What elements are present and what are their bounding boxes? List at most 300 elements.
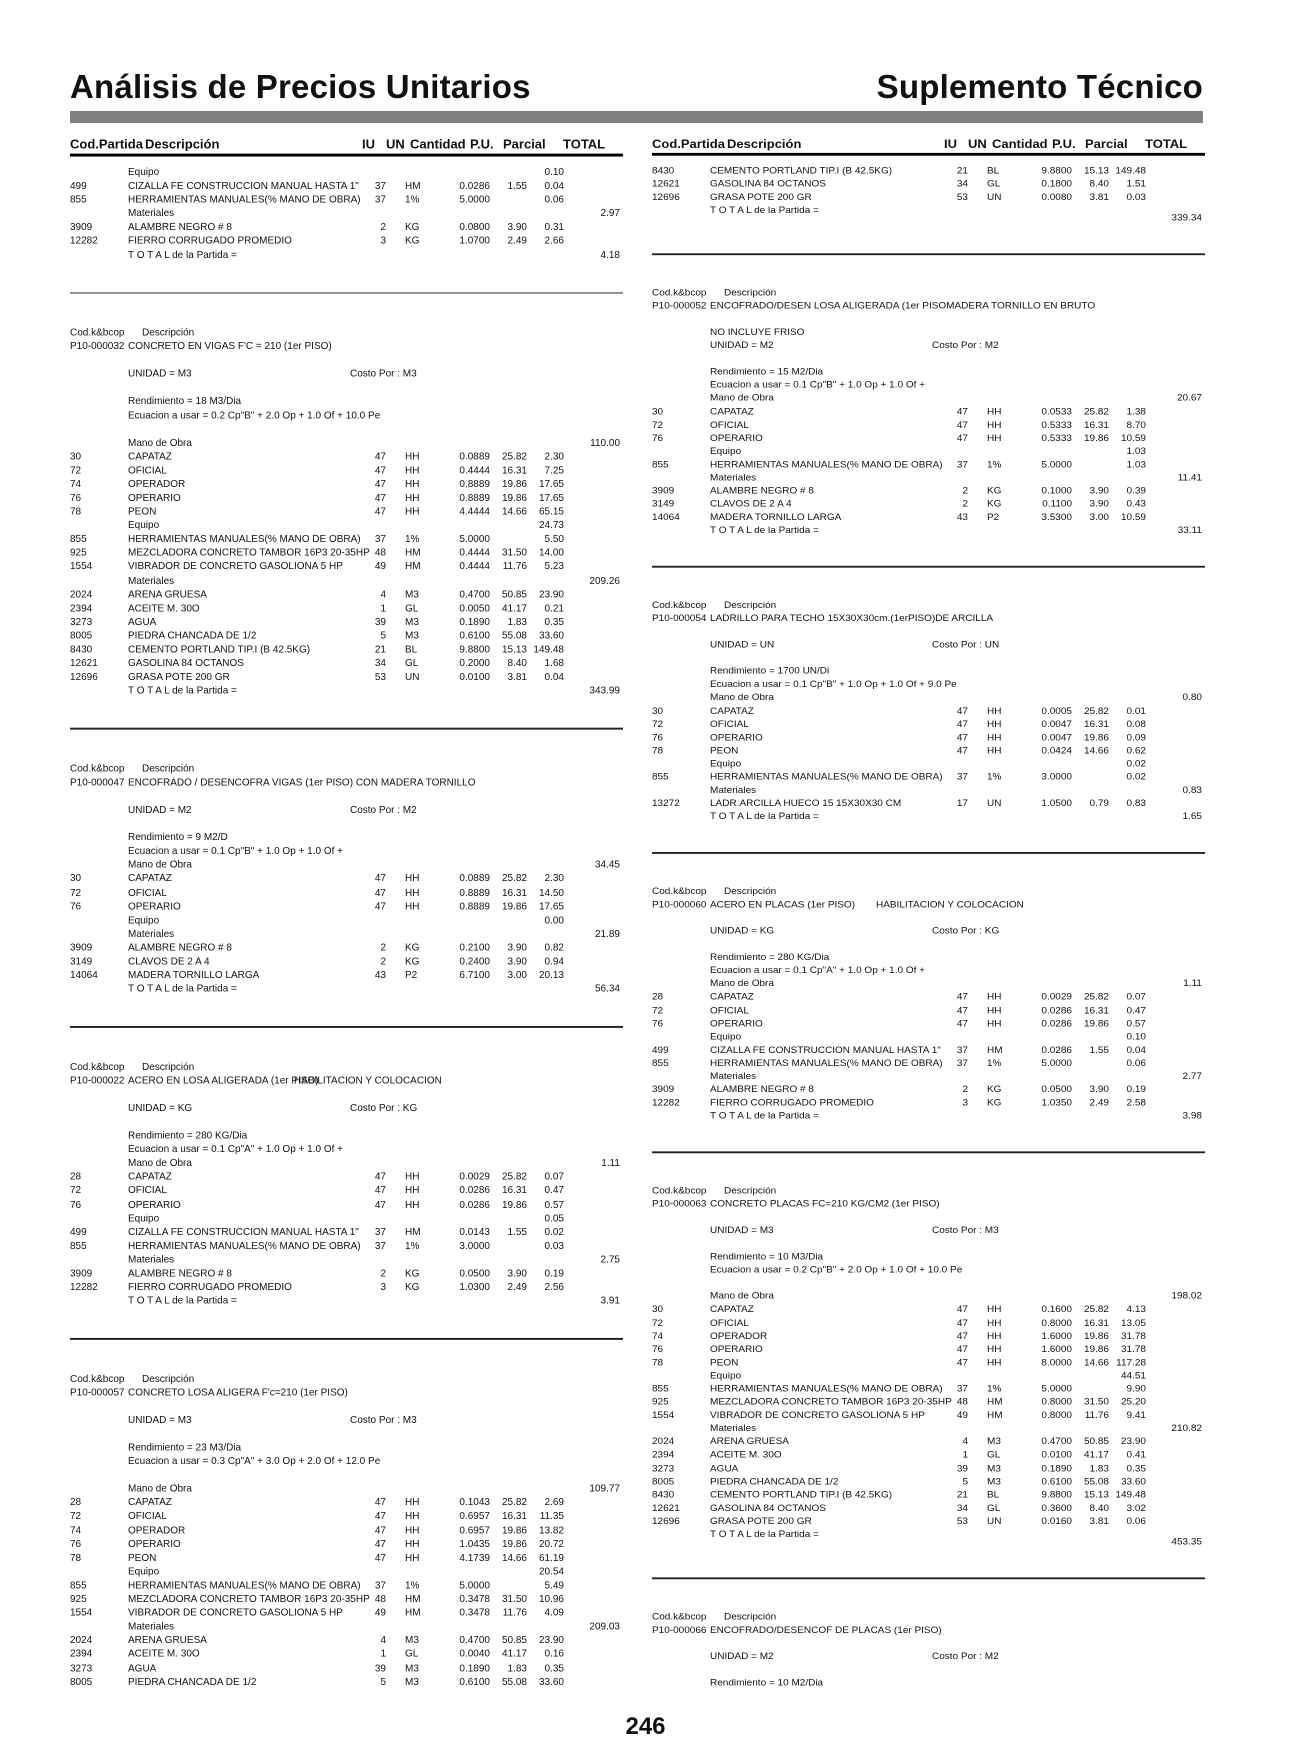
- table-row: [70, 969, 623, 983]
- cell-code: 855: [652, 772, 669, 783]
- cell-pu: 2.49: [1089, 1098, 1109, 1109]
- cell-total: 210.82: [1171, 1423, 1202, 1435]
- cell-desc: CIZALLA FE CONSTRUCCION MANUAL HASTA 1": [128, 181, 359, 192]
- table-row: [652, 459, 1205, 472]
- partida-block: [652, 1185, 1205, 1549]
- partida-subtitle: HABILITACION Y COLOCACION: [294, 1075, 442, 1087]
- cell-code: 76: [70, 901, 82, 913]
- cell-iu: 47: [374, 1199, 386, 1211]
- cod-label: Cod.k&bcop: [652, 600, 707, 611]
- section-row: [652, 472, 1205, 485]
- cell-cantidad: 0.6100: [1041, 1476, 1072, 1487]
- cell-desc: Equipo: [710, 1370, 742, 1382]
- cod-label: Cod.k&bcop: [652, 1611, 707, 1623]
- cell-iu: 4: [380, 1635, 386, 1647]
- cell-cantidad: 0.8000: [1041, 1317, 1072, 1329]
- cell-desc: OPERARIO: [710, 1344, 763, 1355]
- header-rule: [652, 153, 1205, 156]
- table-row: [652, 512, 1205, 525]
- cell-desc: ARENA GRUESA: [128, 1635, 207, 1647]
- table-row: [652, 1057, 1205, 1070]
- cell-desc: Mano de Obra: [710, 692, 774, 704]
- cell-un: HM: [405, 561, 421, 573]
- cell-desc: OFICIAL: [128, 1185, 167, 1197]
- cell-code: 855: [652, 1058, 669, 1069]
- info-text: Rendimiento = 10 M2/Dia: [710, 1677, 824, 1689]
- cell-cantidad: 0.0100: [459, 672, 490, 683]
- cell-pu: 14.66: [1083, 745, 1109, 757]
- partida-code: P10-000066: [652, 1624, 707, 1636]
- cod-label: Cod.k&bcop: [652, 1185, 707, 1197]
- table-row: [70, 900, 623, 914]
- cell-code: 3149: [70, 956, 93, 968]
- cell-parcial: 44.51: [1120, 1370, 1146, 1382]
- cell-parcial: 5.50: [544, 534, 564, 546]
- cell-iu: 47: [956, 1317, 968, 1329]
- desc-label: Descripción: [724, 1611, 777, 1623]
- table-row: [652, 1410, 1205, 1423]
- cell-un: HM: [987, 1410, 1003, 1421]
- header-desc: Descripción: [727, 136, 802, 152]
- cell-code: 8430: [652, 1489, 675, 1501]
- cell-un: GL: [987, 1450, 1001, 1461]
- cell-cantidad: 6.7100: [459, 970, 490, 982]
- cell-desc: PIEDRA CHANCADA DE 1/2: [710, 1476, 839, 1487]
- cell-desc: VIBRADOR DE CONCRETO GASOLIONA 5 HP: [710, 1410, 925, 1421]
- cell-un: HM: [405, 1594, 421, 1605]
- cell-cantidad: 0.0500: [1041, 1084, 1072, 1096]
- cell-desc: Materiales: [710, 472, 757, 484]
- costo-label: Costo Por : M3: [350, 369, 417, 380]
- cell-desc: Materiales: [128, 1254, 175, 1266]
- cell-code: 12696: [70, 672, 98, 683]
- table-row: [70, 657, 623, 671]
- cell-total: 1.65: [1182, 811, 1202, 823]
- section-row: [70, 983, 623, 997]
- cell-desc: OPERADOR: [710, 1331, 768, 1342]
- cell-cantidad: 0.0889: [459, 873, 490, 885]
- cell-parcial: 0.10: [1126, 1031, 1146, 1043]
- partida-title-row: [70, 341, 623, 355]
- cell-iu: 37: [956, 772, 968, 783]
- cell-parcial: 1.51: [1126, 179, 1146, 190]
- cell-desc: GRASA POTE 200 GR: [128, 672, 230, 683]
- section-divider: [652, 254, 1205, 255]
- header-iu: IU: [362, 136, 375, 152]
- cell-desc: Materiales: [128, 928, 175, 940]
- section-divider: [70, 292, 623, 293]
- cell-iu: 17: [956, 798, 968, 810]
- cell-parcial: 0.57: [1126, 1018, 1146, 1030]
- table-row: [70, 1497, 623, 1511]
- partida-label-row: [70, 763, 623, 777]
- cell-un: GL: [405, 1649, 419, 1661]
- cell-un: HH: [987, 406, 1002, 418]
- cell-pu: 55.08: [1083, 1476, 1109, 1487]
- unidad-row: [652, 1650, 1205, 1663]
- cell-desc: ALAMBRE NEGRO # 8: [128, 942, 232, 954]
- cell-total: 4.18: [600, 249, 620, 261]
- cell-pu: 55.08: [501, 1676, 527, 1688]
- cell-pu: 19.86: [501, 479, 527, 490]
- cell-pu: 25.82: [501, 873, 527, 885]
- cell-total: 20.67: [1176, 393, 1202, 404]
- table-row: [652, 732, 1205, 745]
- cell-iu: 1: [380, 603, 386, 614]
- cell-code: 72: [652, 719, 664, 730]
- table-row: [652, 178, 1205, 191]
- cell-un: HM: [987, 1045, 1003, 1056]
- table-row: [652, 1317, 1205, 1330]
- section-row: [70, 1566, 623, 1580]
- cell-pu: 50.85: [501, 1635, 527, 1647]
- cell-un: KG: [987, 486, 1002, 497]
- info-text: Rendimiento = 9 M2/D: [128, 832, 228, 844]
- section-row: [652, 1291, 1205, 1304]
- cell-iu: 48: [374, 1594, 386, 1605]
- cell-cantidad: 0.0029: [459, 1172, 490, 1183]
- partida-code: P10-000047: [70, 777, 125, 789]
- table-row: [652, 432, 1205, 445]
- cell-un: HM: [987, 1397, 1003, 1408]
- info-row: [70, 1455, 623, 1469]
- cell-cantidad: 1.0300: [459, 1282, 490, 1294]
- cell-cantidad: 0.0424: [1041, 745, 1072, 757]
- partida-block: [652, 287, 1205, 538]
- partida-subtitle: HABILITACION Y COLOCACION: [876, 899, 1024, 911]
- cell-cantidad: 5.0000: [1041, 1384, 1072, 1395]
- cell-cantidad: 0.4700: [459, 589, 490, 601]
- table-row: [70, 194, 623, 208]
- cell-un: KG: [405, 222, 420, 234]
- cell-cantidad: 1.0500: [1041, 798, 1072, 810]
- cell-cantidad: 0.0050: [459, 603, 490, 614]
- partida-label-row: [70, 1061, 623, 1075]
- section-row: [652, 1370, 1205, 1383]
- info-row: [652, 1677, 1205, 1690]
- cell-desc: Equipo: [710, 446, 742, 457]
- cell-iu: 37: [956, 1384, 968, 1395]
- cell-pu: 8.40: [1089, 179, 1109, 190]
- info-row: [652, 1251, 1205, 1264]
- partida-continuation: [652, 165, 1205, 225]
- cell-iu: 47: [956, 745, 968, 757]
- cell-iu: 21: [374, 644, 386, 656]
- cell-pu: 41.17: [501, 1649, 527, 1661]
- cell-parcial: 61.19: [538, 1552, 564, 1564]
- cell-un: 1%: [987, 1058, 1002, 1069]
- info-text: Rendimiento = 280 KG/Dia: [710, 952, 830, 963]
- cell-cantidad: 0.4700: [1041, 1436, 1072, 1448]
- section-row: [652, 525, 1205, 538]
- cell-desc: Mano de Obra: [710, 979, 774, 990]
- cell-iu: 47: [956, 406, 968, 418]
- cell-parcial: 1.38: [1126, 406, 1146, 418]
- partida-title-row: [70, 1075, 623, 1089]
- cell-pu: 11.76: [502, 561, 527, 573]
- table-row: [70, 1199, 623, 1213]
- table-row: [70, 451, 623, 465]
- table-row: [652, 1476, 1205, 1489]
- costo-label: Costo Por : M2: [932, 340, 999, 352]
- cell-pu: 2.49: [507, 236, 527, 247]
- cell-iu: 37: [374, 534, 386, 546]
- cell-un: HH: [405, 451, 420, 463]
- cell-desc: MADERA TORNILLO LARGA: [128, 970, 260, 982]
- cell-desc: FIERRO CORRUGADO PROMEDIO: [128, 1282, 292, 1294]
- cell-desc: CAPATAZ: [128, 451, 172, 463]
- header-cantidad: Cantidad: [410, 136, 466, 152]
- cell-parcial: 149.48: [1115, 1489, 1146, 1501]
- cell-parcial: 0.62: [1126, 745, 1146, 757]
- cell-parcial: 20.54: [538, 1566, 564, 1578]
- cell-parcial: 0.07: [1126, 992, 1146, 1003]
- partida-label-row: [652, 600, 1205, 613]
- cell-iu: 47: [374, 492, 386, 504]
- cell-desc: T O T A L de la Partida =: [710, 205, 819, 217]
- cell-code: 30: [652, 706, 664, 717]
- cell-pu: 2.49: [507, 1282, 527, 1294]
- cell-desc: PEON: [710, 1357, 739, 1368]
- cell-total: 339.34: [1171, 213, 1202, 224]
- cell-pu: 11.76: [1084, 1410, 1109, 1421]
- cell-total: 109.77: [589, 1483, 620, 1495]
- cell-iu: 2: [380, 942, 386, 954]
- cell-parcial: 0.16: [544, 1649, 564, 1661]
- cell-code: 8430: [70, 644, 93, 656]
- cell-code: 925: [652, 1397, 669, 1408]
- cell-un: KG: [405, 1282, 420, 1294]
- cell-total: 33.11: [1177, 525, 1202, 537]
- cell-cantidad: 3.0000: [459, 1240, 490, 1252]
- cell-pu: 31.50: [501, 548, 527, 559]
- cell-desc: VIBRADOR DE CONCRETO GASOLIONA 5 HP: [128, 561, 343, 573]
- unidad-label: UNIDAD = M2: [710, 340, 774, 352]
- desc-label: Descripción: [724, 886, 777, 897]
- cell-cantidad: 0.4700: [459, 1635, 490, 1647]
- info-text: Rendimiento = 18 M3/Dia: [128, 396, 242, 408]
- cell-cantidad: 0.0889: [459, 451, 490, 463]
- section-row: [652, 205, 1205, 224]
- table-row: [652, 1304, 1205, 1317]
- cell-code: 72: [652, 419, 664, 431]
- partida-title: ACERO EN PLACAS (1er PISO): [710, 899, 856, 911]
- cell-un: HH: [405, 479, 420, 490]
- costo-label: Costo Por : M2: [350, 805, 417, 816]
- section-divider: [652, 1578, 1205, 1579]
- section-row: [70, 685, 623, 699]
- cell-total: 343.99: [589, 685, 620, 697]
- cell-pu: 14.66: [1083, 1357, 1109, 1368]
- cell-desc: GRASA POTE 200 GR: [710, 192, 812, 203]
- partida-title: ENCOFRADO/DESENCOF DE PLACAS (1er PISO): [710, 1624, 942, 1636]
- section-row: [652, 785, 1205, 798]
- table-row: [70, 478, 623, 492]
- cell-iu: 43: [374, 970, 386, 982]
- cell-un: HH: [987, 1317, 1002, 1329]
- cell-un: HH: [987, 745, 1002, 757]
- cell-desc: GASOLINA 84 OCTANOS: [710, 179, 826, 190]
- table-row: [652, 1005, 1205, 1018]
- section-row: [70, 1483, 623, 1497]
- cell-pu: 3.90: [507, 942, 527, 954]
- header-total: TOTAL: [1145, 136, 1188, 152]
- cell-cantidad: 0.2000: [459, 658, 490, 670]
- cell-un: HH: [405, 492, 420, 504]
- unidad-label: UNIDAD = KG: [128, 1103, 193, 1114]
- cell-code: 13272: [652, 798, 680, 810]
- cell-code: 78: [652, 1357, 664, 1368]
- cell-iu: 47: [374, 1525, 386, 1537]
- cell-cantidad: 0.1890: [1041, 1463, 1072, 1474]
- cod-label: Cod.k&bcop: [652, 287, 707, 299]
- cell-desc: T O T A L de la Partida =: [128, 984, 237, 995]
- section-row: [70, 249, 623, 263]
- info-text: Rendimiento = 23 M3/Dia: [128, 1442, 242, 1454]
- cell-iu: 37: [374, 1580, 386, 1592]
- cell-parcial: 0.21: [544, 603, 564, 614]
- info-text: Rendimiento = 1700 UN/Di: [710, 666, 830, 677]
- cell-iu: 47: [956, 1357, 968, 1368]
- cell-un: 1%: [405, 1240, 420, 1252]
- cell-cantidad: 0.1043: [459, 1497, 490, 1509]
- cell-desc: Equipo: [128, 1213, 160, 1225]
- partida-label-row: [652, 1185, 1205, 1198]
- left-column: [70, 136, 623, 1690]
- cell-desc: CAPATAZ: [128, 873, 172, 885]
- cell-iu: 53: [956, 1516, 968, 1527]
- column-header: [70, 136, 623, 154]
- info-row: [652, 965, 1205, 978]
- cell-parcial: 17.65: [538, 492, 564, 504]
- table-row: [70, 671, 623, 685]
- cell-desc: Equipo: [128, 520, 160, 532]
- info-text: Ecuacion a usar = 0.1 Cp"B" + 1.0 Op + 1.0 Of +: [128, 846, 344, 858]
- partida-title-row: [70, 1387, 623, 1401]
- cell-code: 1554: [70, 561, 93, 573]
- cell-cantidad: 0.4444: [459, 561, 490, 573]
- cell-cantidad: 0.8000: [1041, 1397, 1072, 1408]
- cell-desc: VIBRADOR DE CONCRETO GASOLIONA 5 HP: [128, 1607, 343, 1619]
- cell-iu: 47: [374, 506, 386, 518]
- cell-un: HH: [987, 719, 1002, 730]
- cell-un: HH: [405, 1552, 420, 1564]
- table-row: [70, 561, 623, 575]
- cell-desc: OFICIAL: [710, 1005, 749, 1016]
- cell-un: KG: [405, 1268, 420, 1280]
- cell-iu: 47: [374, 479, 386, 490]
- cell-pu: 3.81: [1089, 192, 1109, 203]
- cell-code: 78: [70, 1552, 82, 1564]
- cell-un: M3: [405, 1676, 419, 1688]
- cell-parcial: 0.03: [544, 1240, 564, 1252]
- cell-cantidad: 1.6000: [1041, 1344, 1072, 1355]
- cell-desc: HERRAMIENTAS MANUALES(% MANO DE OBRA): [710, 1058, 943, 1069]
- cell-code: 30: [70, 873, 82, 885]
- cell-pu: 14.66: [501, 1552, 527, 1564]
- cell-cantidad: 0.8889: [459, 887, 490, 899]
- cell-parcial: 20.72: [538, 1539, 564, 1550]
- cell-parcial: 11.35: [539, 1511, 564, 1523]
- unidad-label: UNIDAD = KG: [710, 926, 775, 937]
- unidad-row: [652, 340, 1205, 353]
- cell-desc: CAPATAZ: [710, 406, 754, 418]
- cell-iu: 47: [956, 433, 968, 444]
- section-row: [652, 1423, 1205, 1436]
- cell-un: UN: [987, 798, 1002, 810]
- cell-un: HH: [987, 1331, 1002, 1342]
- cell-pu: 3.81: [1089, 1516, 1109, 1527]
- section-divider: [652, 566, 1205, 567]
- cell-total: 34.45: [594, 860, 620, 871]
- cell-desc: T O T A L de la Partida =: [128, 1296, 237, 1307]
- table-row: [652, 1515, 1205, 1528]
- cell-un: HH: [405, 1525, 420, 1537]
- cell-code: 3273: [70, 617, 93, 628]
- cell-pu: 1.55: [507, 181, 527, 192]
- cell-pu: 16.31: [501, 1511, 527, 1523]
- cell-parcial: 0.04: [544, 181, 564, 192]
- cell-cantidad: 0.3600: [1041, 1503, 1072, 1514]
- cell-parcial: 0.94: [544, 956, 564, 968]
- cell-code: 8005: [652, 1476, 675, 1487]
- desc-label: Descripción: [142, 327, 195, 339]
- cell-cantidad: 3.0000: [1041, 772, 1072, 783]
- cell-desc: CAPATAZ: [710, 706, 754, 717]
- unidad-row: [70, 368, 623, 382]
- header-cod: Cod.Partida: [652, 136, 725, 152]
- cell-cantidad: 0.3478: [459, 1594, 490, 1605]
- section-row: [70, 1212, 623, 1226]
- cell-desc: Mano de Obra: [128, 1483, 192, 1495]
- cell-parcial: 24.73: [538, 520, 564, 532]
- section-divider: [652, 1152, 1205, 1153]
- cell-pu: 19.86: [501, 1199, 527, 1211]
- cell-code: 72: [652, 1005, 664, 1016]
- cell-code: 499: [70, 181, 87, 192]
- cell-desc: MEZCLADORA CONCRETO TAMBOR 16P3 20-35HP: [128, 548, 370, 559]
- cell-desc: Mano de Obra: [128, 1158, 192, 1170]
- cell-desc: CAPATAZ: [128, 1497, 172, 1509]
- table-row: [652, 1097, 1205, 1110]
- cell-pu: 16.31: [501, 465, 527, 477]
- unidad-label: UNIDAD = M2: [128, 805, 192, 816]
- cell-parcial: 2.66: [544, 236, 564, 247]
- cell-code: 14064: [70, 970, 98, 982]
- cell-code: 1554: [652, 1410, 675, 1421]
- info-text: Ecuacion a usar = 0.1 Cp"B" + 1.0 Op + 1.0 Of + 9.0 Pe: [710, 679, 957, 690]
- cell-iu: 47: [956, 732, 968, 743]
- table-row: [652, 771, 1205, 784]
- header-cantidad: Cantidad: [992, 136, 1048, 152]
- cell-pu: 3.90: [507, 956, 527, 968]
- cell-pu: 3.00: [1089, 512, 1109, 523]
- cell-pu: 25.82: [1083, 706, 1109, 717]
- cell-pu: 16.31: [1083, 1005, 1109, 1016]
- desc-label: Descripción: [142, 763, 195, 775]
- cell-total: 3.91: [600, 1296, 620, 1307]
- cell-iu: 21: [956, 166, 968, 177]
- cell-code: 72: [70, 465, 82, 477]
- cell-pu: 41.17: [501, 603, 527, 614]
- cell-pu: 15.13: [1083, 1489, 1109, 1501]
- cell-pu: 3.90: [1089, 1084, 1109, 1096]
- cell-un: P2: [405, 970, 418, 982]
- cell-un: GL: [987, 179, 1001, 190]
- cell-un: KG: [987, 499, 1002, 510]
- cell-un: HH: [987, 419, 1002, 431]
- partida-code: P10-000022: [70, 1075, 125, 1087]
